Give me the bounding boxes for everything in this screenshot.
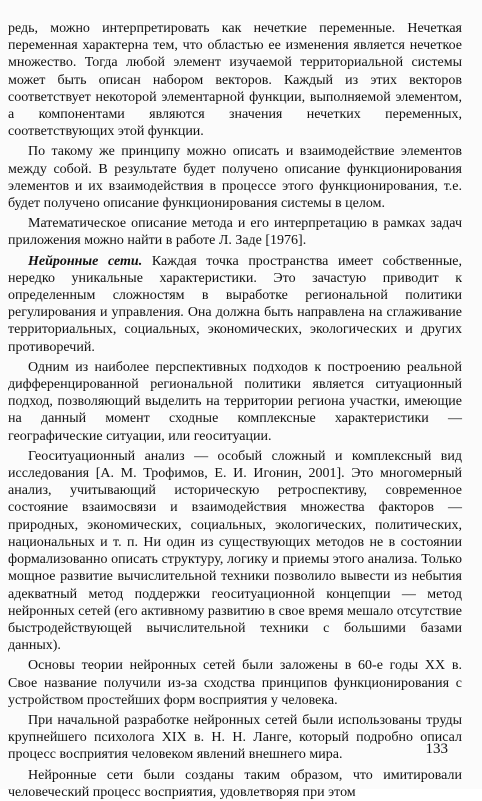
paragraph-text: Каждая точка пространства имеет собственные, нередко уникальные характеристики. Это зачастую приводит к определенным сложностям в выработке региональной политики регулирования и управления. Она должна быть направлена на сглаживание территориальных, социальных, экономических, экологических и других противоречий. xyxy=(8,253,462,355)
paragraph: Основы теории нейронных сетей были заложены в 60-е годы XX в. Свое название получили из-за сходства принципов функционирования с устройством простейших форм восприятия у человека. xyxy=(8,658,462,708)
body-text xyxy=(8,20,462,801)
paragraph-neural-networks xyxy=(8,253,462,356)
paragraph: При начальной разработке нейронных сетей были использованы труды крупнейшего психолога XIX в. Н. Н. Ланге, который подробно описал процесс восприятия человеком явлений внешнего мира. xyxy=(8,712,462,763)
paragraph: Одним из наиболее перспективных подходов к построению реальной дифференцированной региональной политики является ситуационный подход, позволяющий выделить на территории региона участки, имеющие на данный момент сходные комплексные характеристики — географические ситуации, или геоситуации. xyxy=(8,359,462,444)
page-number: 133 xyxy=(425,741,448,757)
paragraph: Нейронные сети были созданы таким образом, что имитировали человеческий процесс восприятия, удовлетворяя при этом xyxy=(8,767,462,800)
paragraph: Математическое описание метода и его интерпретацию в рамках задач приложения можно найти в работе Л. Заде [1976]. xyxy=(8,216,462,249)
paragraph-continued: редь, можно интерпретировать как нечеткие переменные. Нечеткая переменная характерна тем, что областью ее изменения является нечеткое множество. Тогда любой элемент изучаемой территориальной системы может быть описан набором векторов. Каждый из этих векторов соответствует некоторой элементарной функции, выполняемой элементом, а компонентами являются значения нечетких переменных, соответствующих этой функции. xyxy=(8,21,462,140)
paragraph: По такому же принципу можно описать и взаимодействие элементов между собой. В результате будет получено описание функционирования элементов и их взаимодействия в процессе этого функционирования, т.е. будет получено описание функционирования системы в целом. xyxy=(8,144,462,212)
run-in-heading: Нейронные сети. xyxy=(28,253,143,269)
paragraph: Геоситуационный анализ — особый сложный и комплексный вид исследования [А. М. Трофимов, Е. И. Игонин, 2001]. Это многомерный анализ, учитывающий историческую ретроспективу, современное состояние взаимосвязи и взаимодействия множества факторов — природных, экономических, социальных, экологических, политических, национальных и т. п. Ни один из существующих методов не в состоянии формализованно описать структуру, логику и приемы этого анализа. Только мощное развитие вычислительной техники позволило вывести из небытия адекватный метод поддержки геоситуационной концепции — метод нейронных сетей (его активному развитию в свое время мешало отсутствие быстродействующей вычислительной техники с большими базами данных). xyxy=(8,448,462,654)
